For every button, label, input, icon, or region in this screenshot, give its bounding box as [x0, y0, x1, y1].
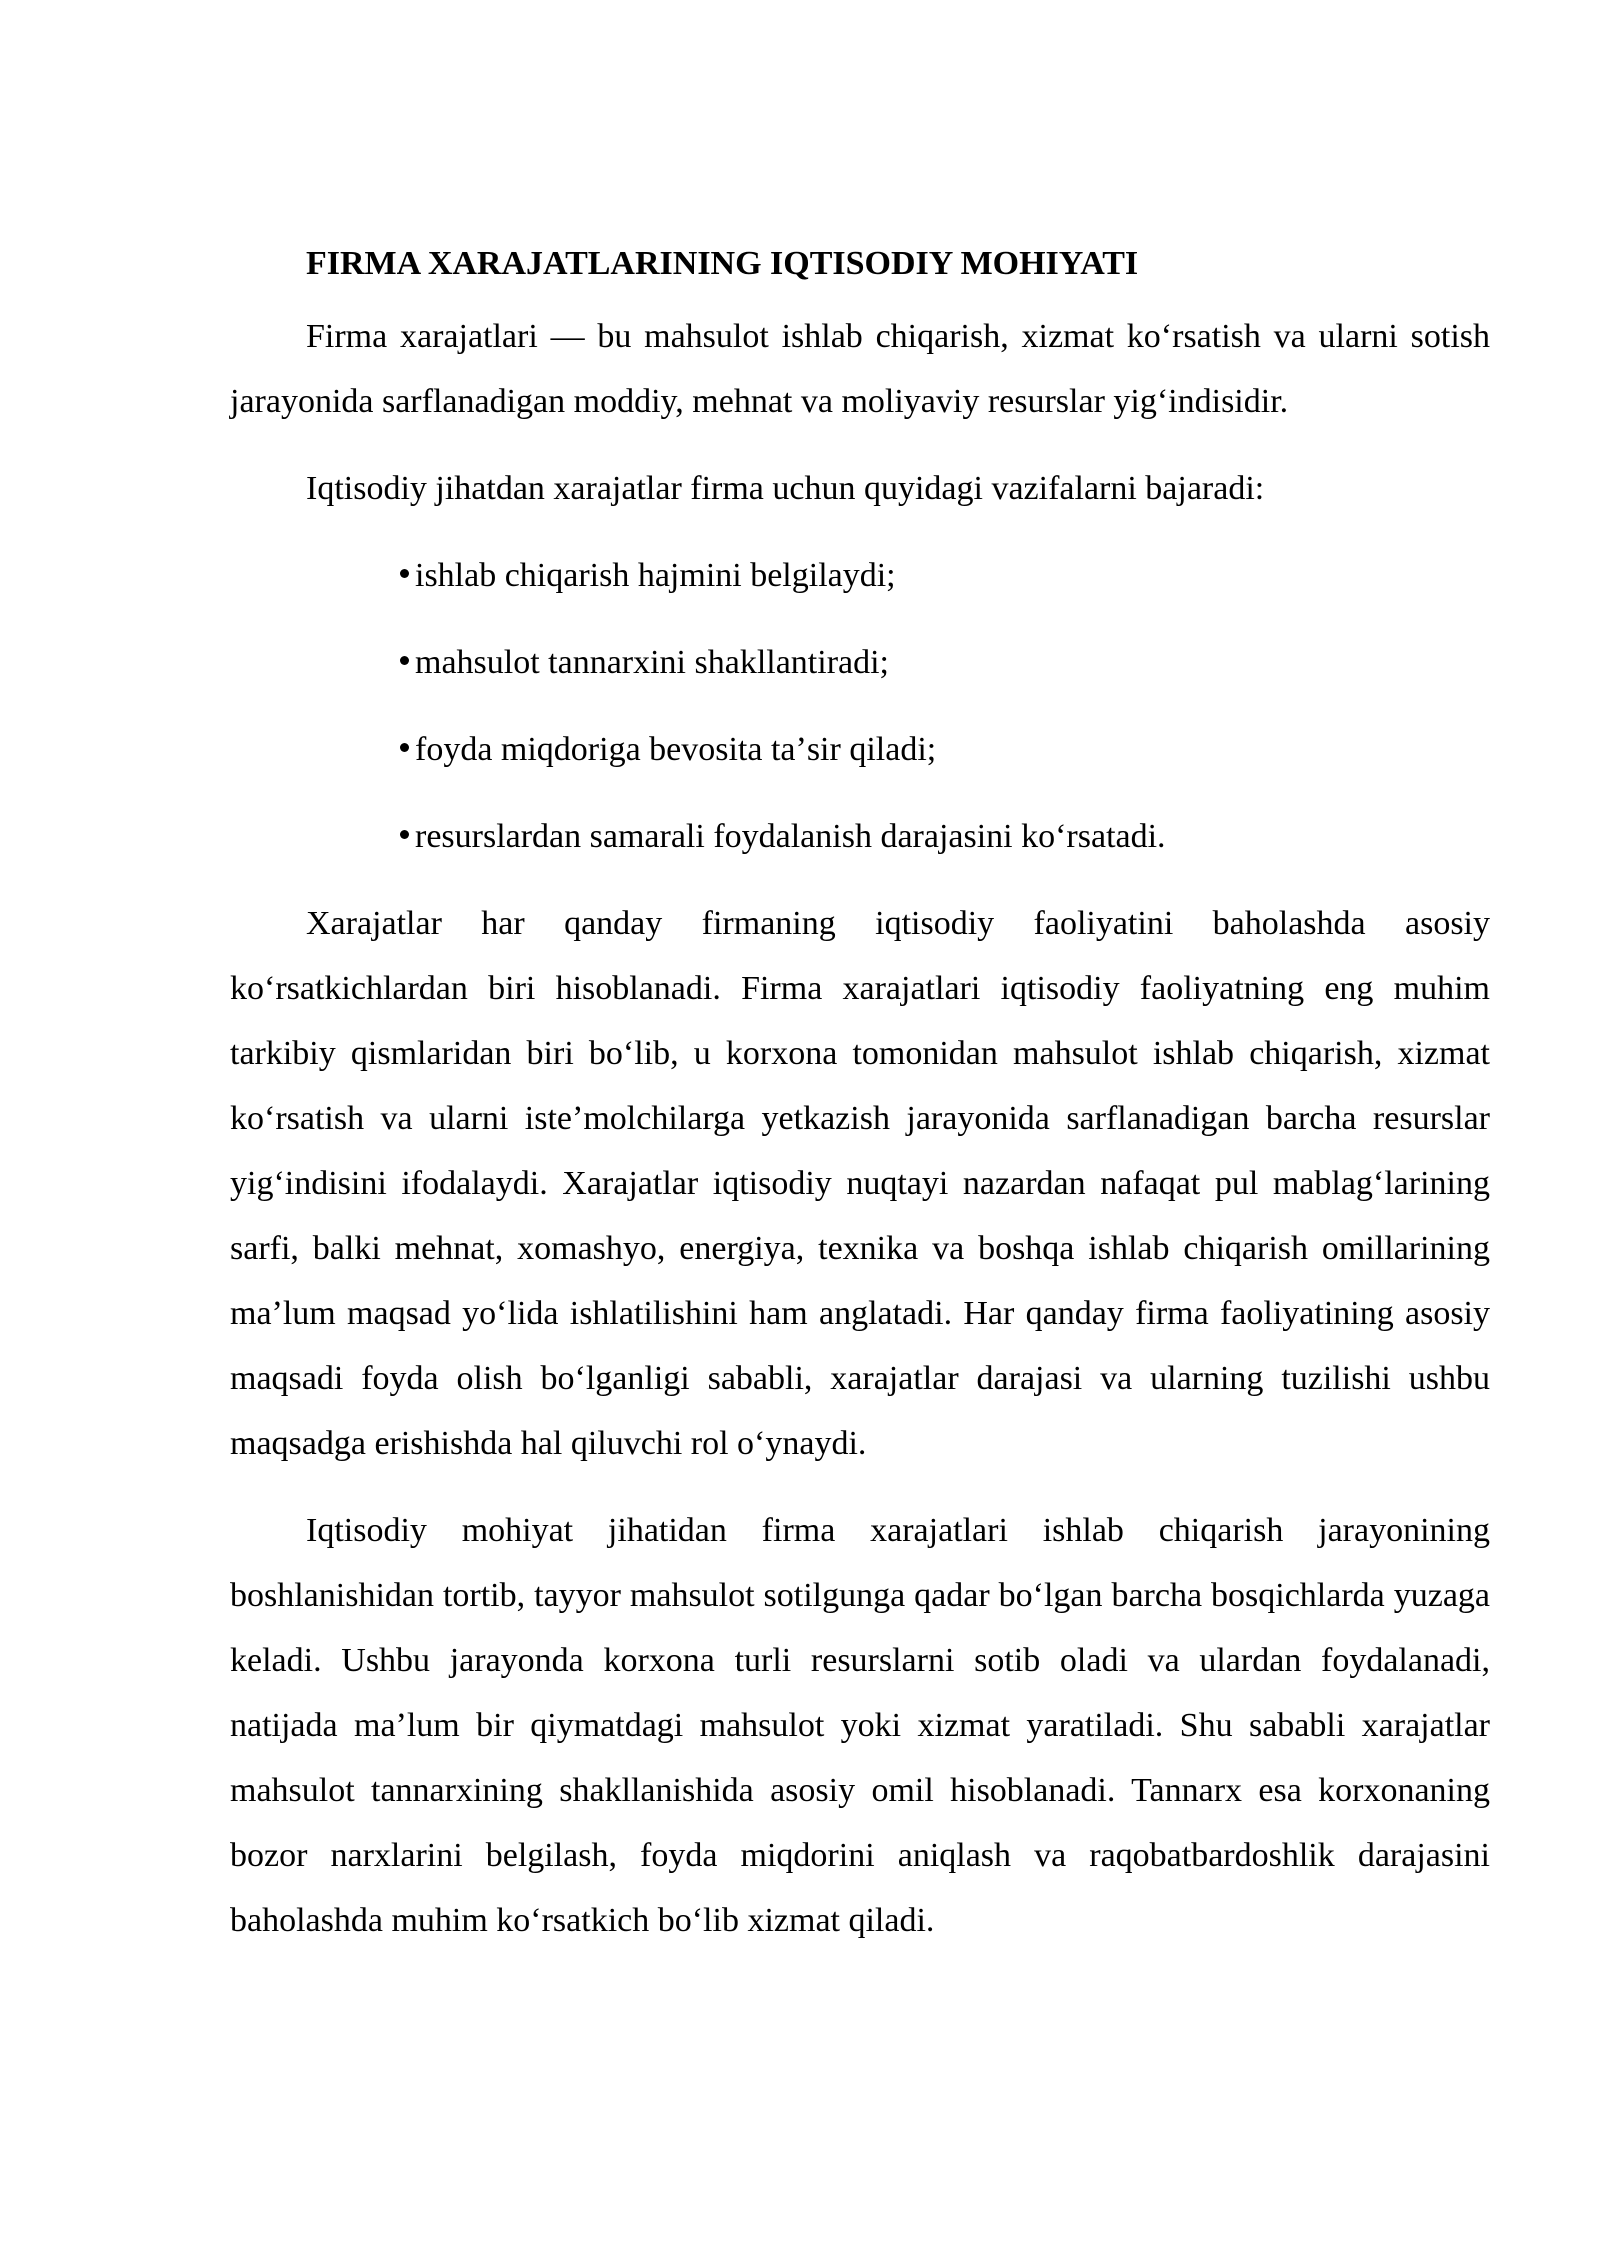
paragraph-definition: Firma xarajatlari — bu mahsulot ishlab chiqarish, xizmat koʻrsatish va ularni sotish jarayonida sarflanadigan moddiy, mehnat va moliyaviy resurslar yigʻindisidir.: [230, 318, 1490, 420]
bullet-list: [230, 543, 1490, 869]
list-item: [400, 630, 1490, 695]
paragraph-costs-indicator: Xarajatlar har qanday firmaning iqtisodiy faoliyatini baholashda asosiy koʻrsatkichlardan biri hisoblanadi. Firma xarajatlari iqtisodiy faoliyatning eng muhim tarkibiy qismlaridan biri boʻlib, u korxona tomonidan mahsulot ishlab chiqarish, xizmat koʻrsatish va ularni isteʼmolchilarga yetkazish jarayonida sarflanadigan barcha resurslar yigʻindisini ifodalaydi. Xarajatlar iqtisodiy nuqtayi nazardan nafaqat pul mablagʻlarining sarfi, balki mehnat, xomashyo, energiya, texnika va boshqa ishlab chiqarish omillarining maʼlum maqsad yoʻlida ishlatilishini ham anglatadi. Har qanday firma faoliyatining asosiy maqsadi foyda olish boʻlganligi sababli, xarajatlar darajasi va ularning tuzilishi ushbu maqsadga erishishda hal qiluvchi rol oʻynaydi.: [230, 905, 1490, 1462]
list-item: [400, 543, 1490, 608]
bullet-icon: [400, 743, 409, 752]
document-page: [230, 242, 1490, 1953]
list-item-text: foyda miqdoriga bevosita taʼsir qiladi;: [415, 731, 937, 768]
paragraph-intro: Iqtisodiy jihatdan xarajatlar firma uchun quyidagi vazifalarni bajaradi:: [306, 470, 1265, 507]
bullet-icon: [400, 656, 409, 665]
bullet-icon: [400, 830, 409, 839]
list-item-text: ishlab chiqarish hajmini belgilaydi;: [415, 557, 896, 594]
list-item-text: resurslardan samarali foydalanish darajasini koʻrsatadi.: [415, 818, 1166, 855]
list-item: [400, 804, 1490, 869]
paragraph-economic-essence: Iqtisodiy mohiyat jihatidan firma xarajatlari ishlab chiqarish jarayonining boshlanishidan tortib, tayyor mahsulot sotilgunga qadar boʻlgan barcha bosqichlarda yuzaga keladi. Ushbu jarayonda korxona turli resurslarni sotib oladi va ulardan foydalanadi, natijada maʼlum bir qiymatdagi mahsulot yoki xizmat yaratiladi. Shu sababli xarajatlar mahsulot tannarxining shakllanishida asosiy omil hisoblanadi. Tannarx esa korxonaning bozor narxlarini belgilash, foyda miqdorini aniqlash va raqobatbardoshlik darajasini baholashda muhim koʻrsatkich boʻlib xizmat qiladi.: [230, 1512, 1490, 1939]
list-item: [400, 717, 1490, 782]
document-title: FIRMA XARAJATLARINING IQTISODIY MOHIYATI: [306, 245, 1139, 282]
bullet-icon: [400, 569, 409, 578]
list-item-text: mahsulot tannarxini shakllantiradi;: [415, 644, 890, 681]
